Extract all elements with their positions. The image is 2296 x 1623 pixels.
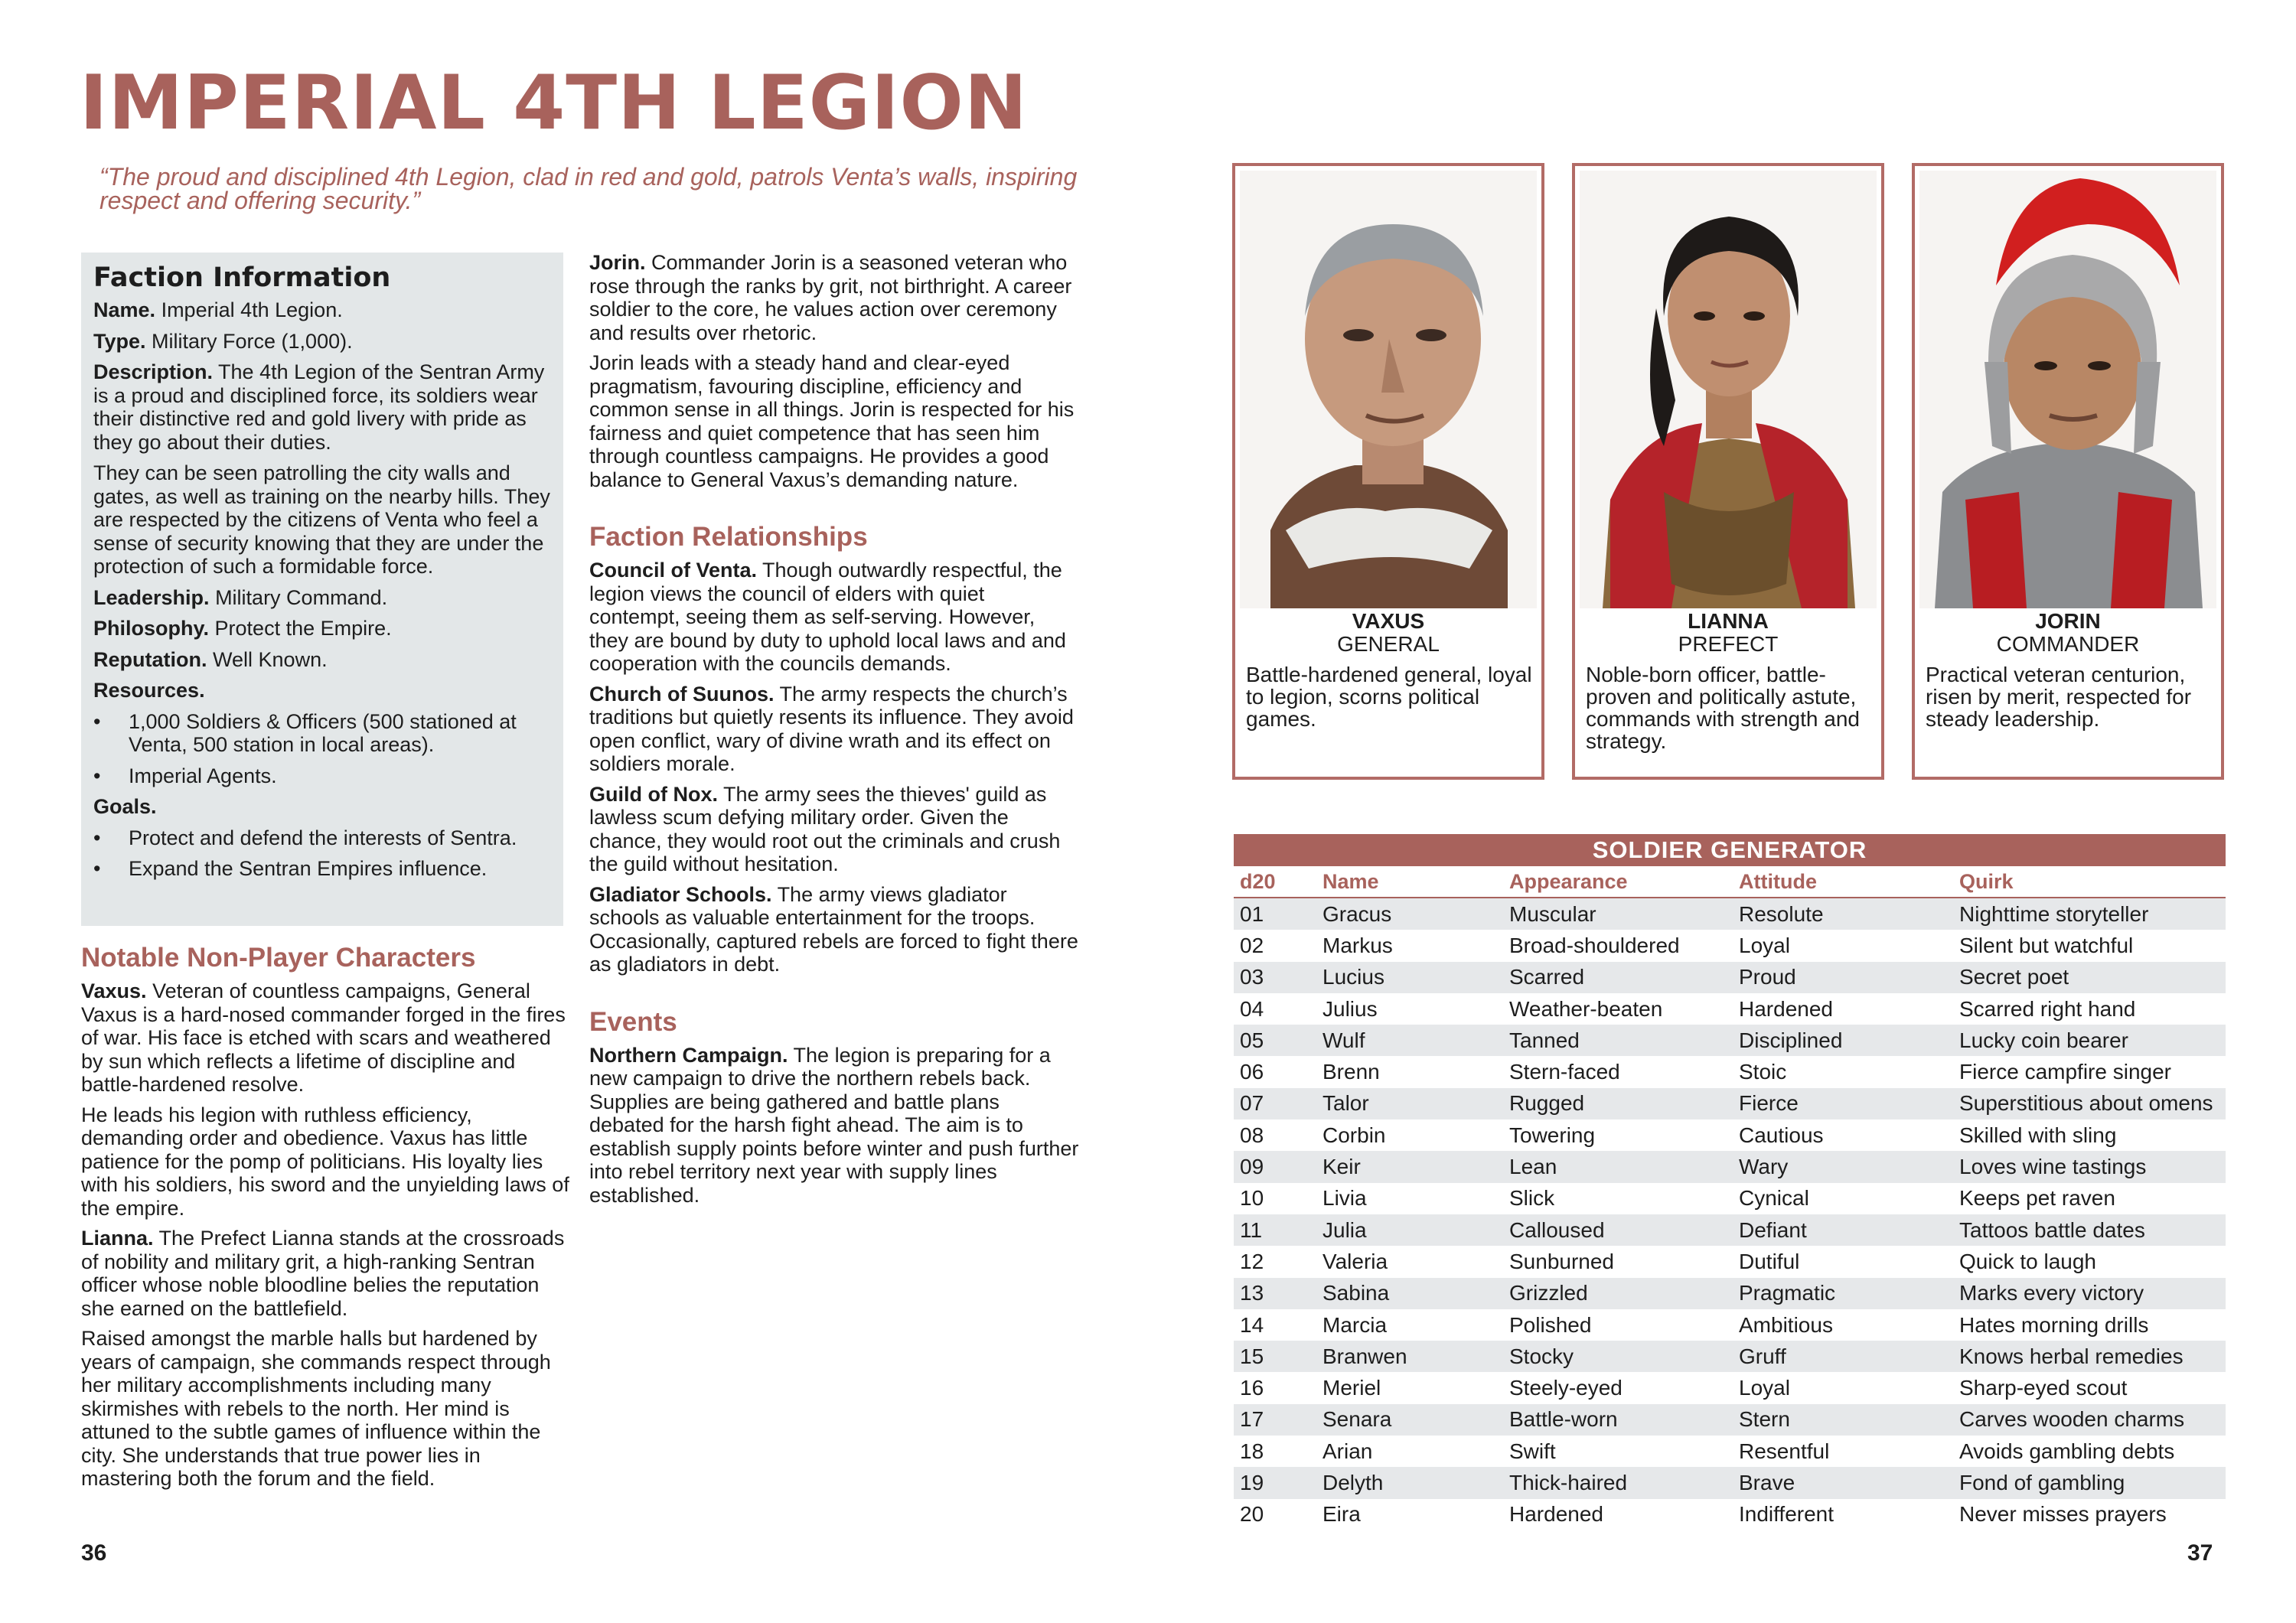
table-cell: Silent but watchful [1959, 933, 2134, 957]
table-cell: Slick [1509, 1186, 1555, 1211]
middle-column [589, 251, 1079, 1214]
table-cell: Gruff [1733, 1341, 1953, 1372]
table-row [1234, 898, 2226, 930]
table-cell: Defiant [1733, 1214, 1953, 1246]
table-row [1234, 1341, 2226, 1372]
table-cell: Nighttime storyteller [1953, 898, 2226, 930]
table-cell: Scarred right hand [1959, 996, 2136, 1021]
faction-description: Description. The 4th Legion of the Sentran Army is a proud and disciplined force, its soldiers wear their distinctive red and gold livery with pride as they go about their duties. [93, 360, 545, 454]
table-cell: Valeria [1322, 1249, 1388, 1273]
faction-reputation: Reputation. Well Known. [93, 647, 328, 671]
table-cell: Tanned [1503, 1025, 1733, 1056]
card-name: VAXUS [1352, 609, 1425, 633]
table-cell: Weather-beaten [1509, 996, 1663, 1021]
faction-resources-label: Resources. [93, 679, 205, 702]
table-cell: Scarred [1503, 962, 1733, 993]
table-row [1234, 1214, 2226, 1246]
table-cell: Thick-haired [1503, 1467, 1733, 1498]
table-cell: Eira [1322, 1502, 1361, 1527]
table-cell: Wary [1733, 1151, 1953, 1182]
table-body [1234, 898, 2226, 1530]
list-item: • Imperial Agents. [93, 764, 551, 788]
table-cell: Swift [1509, 1439, 1556, 1463]
table-cell: Avoids gambling debts [1959, 1439, 2175, 1463]
npc-heading: Notable Non-Player Characters [81, 943, 476, 973]
faction-description-2: They can be seen patrolling the city walls and gates, as well as training on the nearby hills. They are respected by the citizens of Venta who feel a sense of security knowing that they are under the protection of such a formidable force. [93, 461, 550, 578]
table-cell: Muscular [1503, 898, 1733, 930]
table-cell: 20 [1240, 1502, 1264, 1527]
table-cell: Delyth [1316, 1467, 1503, 1498]
page-title: IMPERIAL 4TH LEGION [80, 60, 1028, 147]
table-cell: 18 [1240, 1439, 1264, 1463]
table-cell: Broad-shouldered [1509, 933, 1680, 957]
npc-vaxus-text: Vaxus. Veteran of countless campaigns, General Vaxus is a hard-nosed commander forged in the fires of war. His face is etched with scars and weathered by sun which reflects a lifetime of discipline and battle-hardened resolve. [81, 979, 566, 1096]
table-cell: Ambitious [1739, 1312, 1833, 1337]
events-heading: Events [589, 1006, 677, 1037]
table-cell: Never misses prayers [1959, 1502, 2167, 1527]
table-cell: Stern [1733, 1404, 1953, 1436]
table-cell: 13 [1234, 1278, 1316, 1309]
npc-jorin-text: Jorin. Commander Jorin is a seasoned veteran who rose through the ranks by grit, not birthright. A career soldier to the core, he values action over ceremony and results over rhetoric. [589, 251, 1072, 344]
npc-lianna-text-2: Raised amongst the marble halls but hardened by years of campaign, she commands respect through her military accomplishments including many skirmishes with rebels to the north. Her mind is attuned to the subtle games of influence within the city. She understands that true power lies in mastering both the forum and the field. [81, 1327, 551, 1490]
table-cell: Lucky coin bearer [1953, 1025, 2226, 1056]
table-row [1234, 1278, 2226, 1309]
table-cell: Keeps pet raven [1959, 1186, 2115, 1211]
table-header-row [1234, 866, 2226, 898]
table-cell: Rugged [1503, 1088, 1733, 1119]
card-rank: PREFECT [1678, 632, 1779, 656]
page-number-left: 36 [81, 1540, 107, 1566]
table-cell: Stocky [1503, 1341, 1733, 1372]
table-cell: 10 [1240, 1186, 1264, 1211]
table-cell: Steely-eyed [1509, 1376, 1623, 1400]
table-row [1234, 1151, 2226, 1182]
table-cell: Proud [1733, 962, 1953, 993]
card-description: Practical veteran centurion, risen by merit, respected for steady leadership. [1926, 663, 2192, 731]
table-cell: 06 [1240, 1060, 1264, 1084]
table-cell: Julius [1322, 996, 1378, 1021]
character-card-jorin [1912, 163, 2224, 780]
table-row [1234, 993, 2226, 1025]
table-row [1234, 1309, 2226, 1341]
card-description: Battle-hardened general, loyal to legion, scorns political games. [1246, 663, 1532, 731]
relationships-heading: Faction Relationships [589, 522, 868, 552]
relationship-item: Guild of Nox. The army sees the thieves' guild as lawless scum defying military order. Given the chance, they would root out the criminals and crush the guild without hesitation. [589, 782, 1061, 875]
table-cell: Sabina [1316, 1278, 1503, 1309]
table-cell: 19 [1234, 1467, 1316, 1498]
table-cell: 16 [1240, 1376, 1264, 1400]
table-cell: Polished [1509, 1312, 1592, 1337]
faction-type: Type. Military Force (1,000). [93, 329, 353, 353]
table-cell: 12 [1240, 1249, 1264, 1273]
faction-philosophy: Philosophy. Protect the Empire. [93, 617, 392, 640]
event-item: Northern Campaign. The legion is preparing for a new campaign to drive the northern rebels back. Supplies are being gathered and battle plans debated for the harsh fight ahead. The aim is to establish supply points before winter and push further into rebel territory next year with supply lines established. [589, 1043, 1079, 1207]
table-cell: Grizzled [1503, 1278, 1733, 1309]
table-cell: Indifferent [1739, 1502, 1835, 1527]
table-cell: 11 [1234, 1214, 1316, 1246]
table-cell: Brenn [1322, 1060, 1380, 1084]
table-row [1234, 1499, 2226, 1530]
table-cell: Sharp-eyed scout [1959, 1376, 2128, 1400]
table-cell: Fierce [1733, 1088, 1953, 1119]
table-title: SOLDIER GENERATOR [1234, 834, 2226, 866]
table-cell: Stoic [1739, 1060, 1787, 1084]
goals-list [93, 826, 551, 881]
table-cell: Markus [1322, 933, 1393, 957]
table-row [1234, 1372, 2226, 1403]
table-cell: 03 [1234, 962, 1316, 993]
table-row [1234, 1404, 2226, 1436]
resources-list [93, 710, 551, 788]
table-cell: Branwen [1316, 1341, 1503, 1372]
column-header: Appearance [1503, 866, 1733, 898]
table-cell: Arian [1322, 1439, 1373, 1463]
table-cell: Stern-faced [1509, 1060, 1620, 1084]
table-cell: Tattoos battle dates [1953, 1214, 2226, 1246]
table-cell: Gracus [1316, 898, 1503, 930]
page-number-right: 37 [2187, 1540, 2213, 1566]
column-header: d20 [1234, 866, 1316, 898]
column-header: Quirk [1953, 866, 2226, 898]
soldier-generator-table [1234, 866, 2226, 1530]
table-cell: Sunburned [1509, 1249, 1615, 1273]
card-name: JORIN [2035, 609, 2101, 633]
table-cell: Disciplined [1733, 1025, 1953, 1056]
table-cell: 14 [1240, 1312, 1264, 1337]
table-cell: Cynical [1739, 1186, 1809, 1211]
table-cell: Pragmatic [1733, 1278, 1953, 1309]
soldier-generator [1234, 834, 2226, 1530]
table-cell: Dutiful [1739, 1249, 1800, 1273]
table-cell: Hardened [1739, 996, 1833, 1021]
faction-goals-label: Goals. [93, 795, 157, 818]
table-cell: Fierce campfire singer [1959, 1060, 2171, 1084]
table-row [1234, 1246, 2226, 1277]
table-cell: Carves wooden charms [1953, 1404, 2226, 1436]
table-cell: Livia [1322, 1186, 1367, 1211]
npc-jorin-text-2: Jorin leads with a steady hand and clear-eyed pragmatism, favouring discipline, efficiency and common sense in all things. Jorin is respected for his fairness and quiet competence that has seen him through countless campaigns. He provides a good balance to General Vaxus’s demanding nature. [589, 351, 1075, 491]
table-cell: 01 [1234, 898, 1316, 930]
table-cell: Calloused [1503, 1214, 1733, 1246]
table-cell: Talor [1316, 1088, 1503, 1119]
relationship-item: Church of Suunos. The army respects the church’s traditions but quietly resents its influence. They avoid open conflict, wary of divine wrath and its effect on soldiers morale. [589, 682, 1074, 775]
table-cell: Secret poet [1953, 962, 2226, 993]
table-cell: Quick to laugh [1959, 1249, 2096, 1273]
table-cell: Senara [1316, 1404, 1503, 1436]
jorin-portrait [1919, 171, 2216, 608]
table-cell: Skilled with sling [1959, 1123, 2117, 1147]
table-cell: 15 [1234, 1341, 1316, 1372]
table-cell: Resentful [1739, 1439, 1830, 1463]
list-item: • Protect and defend the interests of Sentra. [93, 826, 551, 850]
table-row [1234, 1436, 2226, 1467]
lianna-portrait [1580, 171, 1877, 608]
faction-name: Name. Imperial 4th Legion. [93, 298, 343, 321]
table-cell: Julia [1316, 1214, 1503, 1246]
list-item: • Expand the Sentran Empires influence. [93, 857, 551, 881]
faction-info-box [81, 253, 563, 926]
column-header: Name [1316, 866, 1503, 898]
table-cell: Towering [1509, 1123, 1596, 1147]
relationship-item: Gladiator Schools. The army views gladiator schools as valuable entertainment for the troops. Occasionally, captured rebels are forced to fight there as gladiators in debt. [589, 882, 1078, 976]
table-cell: 02 [1240, 933, 1264, 957]
npc-section [81, 943, 571, 1498]
table-cell: Loyal [1739, 1376, 1790, 1400]
character-card-vaxus [1232, 163, 1544, 780]
table-cell: Hates morning drills [1959, 1312, 2149, 1337]
table-row [1234, 1183, 2226, 1214]
character-card-lianna [1572, 163, 1884, 780]
vaxus-portrait [1240, 171, 1537, 608]
card-rank: COMMANDER [1996, 632, 2140, 656]
table-row [1234, 1088, 2226, 1119]
table-cell: Wulf [1316, 1025, 1503, 1056]
list-item: • 1,000 Soldiers & Officers (500 stationed at Venta, 500 station in local areas). [93, 710, 551, 757]
table-cell: Loyal [1739, 933, 1790, 957]
intro-quote: “The proud and disciplined 4th Legion, clad in red and gold, patrols Venta’s walls, inspiring respect and offering security.” [99, 163, 1078, 214]
npc-lianna-text: Lianna. The Prefect Lianna stands at the crossroads of nobility and military grit, a high-ranking Sentran officer whose noble bloodline belies the reputation she earned on the battlefield. [81, 1227, 565, 1320]
table-cell: Loves wine tastings [1953, 1151, 2226, 1182]
table-cell: Corbin [1322, 1123, 1386, 1147]
table-cell: 17 [1234, 1404, 1316, 1436]
table-cell: 07 [1234, 1088, 1316, 1119]
table-cell: Marks every victory [1953, 1278, 2226, 1309]
table-cell: Keir [1316, 1151, 1503, 1182]
column-header: Attitude [1733, 866, 1953, 898]
table-cell: 08 [1240, 1123, 1264, 1147]
table-cell: Battle-worn [1503, 1404, 1733, 1436]
table-row [1234, 1119, 2226, 1151]
card-rank: GENERAL [1337, 632, 1440, 656]
table-row [1234, 962, 2226, 993]
table-cell: Fond of gambling [1953, 1467, 2226, 1498]
table-cell: Resolute [1733, 898, 1953, 930]
card-description: Noble-born officer, battle-proven and politically astute, commands with strength and strategy. [1586, 663, 1860, 753]
table-row [1234, 1025, 2226, 1056]
faction-leadership: Leadership. Military Command. [93, 585, 388, 609]
table-row [1234, 1056, 2226, 1087]
table-cell: 09 [1234, 1151, 1316, 1182]
table-cell: Lean [1503, 1151, 1733, 1182]
npc-vaxus-text-2: He leads his legion with ruthless efficiency, demanding order and obedience. Vaxus has little patience for the pomp of politicians. His loyalty lies with his soldiers, his sword and the unyielding laws of the empire. [81, 1103, 569, 1220]
table-row [1234, 1467, 2226, 1498]
faction-info-heading: Faction Information [93, 262, 391, 293]
table-cell: Lucius [1316, 962, 1503, 993]
table-cell: Hardened [1509, 1502, 1603, 1527]
card-name: LIANNA [1688, 609, 1769, 633]
table-cell: Marcia [1322, 1312, 1388, 1337]
table-cell: Cautious [1739, 1123, 1824, 1147]
table-cell: Superstitious about omens [1953, 1088, 2226, 1119]
relationship-item: Council of Venta. Though outwardly respectful, the legion views the council of elders with quiet contempt, seeing them as self-serving. However, they are bound by duty to uphold local laws and and cooperation with the councils demands. [589, 559, 1066, 675]
table-cell: Meriel [1322, 1376, 1381, 1400]
table-cell: Knows herbal remedies [1953, 1341, 2226, 1372]
table-cell: 05 [1234, 1025, 1316, 1056]
table-cell: 04 [1240, 996, 1264, 1021]
table-row [1234, 930, 2226, 961]
table-cell: Brave [1733, 1467, 1953, 1498]
